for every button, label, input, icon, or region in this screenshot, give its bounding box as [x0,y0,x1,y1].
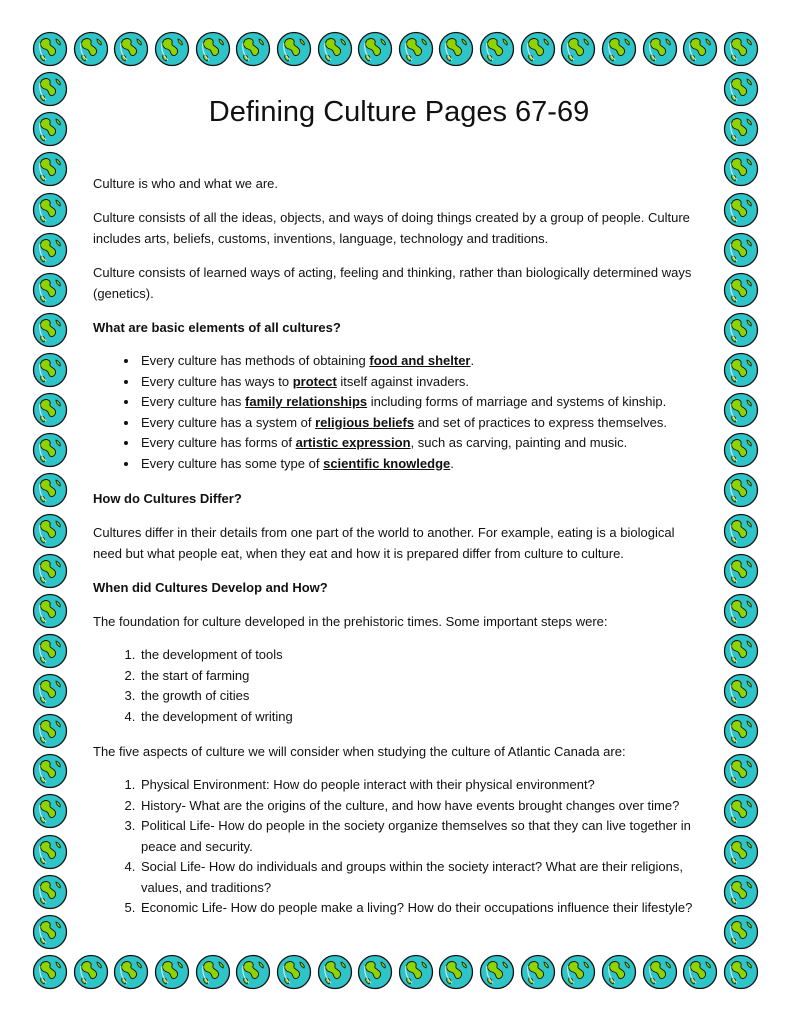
globe-icon [398,31,434,67]
globe-icon [357,31,393,67]
globe-icon [32,312,68,348]
globe-icon [723,232,759,268]
list-item: 1. the development of tools [139,645,705,666]
globe-icon [520,31,556,67]
globe-icon [235,954,271,990]
globe-icon [32,914,68,950]
globe-icon [723,593,759,629]
globe-icon [723,192,759,228]
globe-icon [113,31,149,67]
globe-icon [723,753,759,789]
globe-icon [32,633,68,669]
develop-paragraph: The foundation for culture developed in the prehistoric times. Some important steps were: [93,614,608,629]
globe-icon [642,954,678,990]
globe-icon [73,954,109,990]
globe-icon [723,553,759,589]
list-item: • Every culture has a system of religious beliefs and set of practices to express themselves. [139,413,705,434]
globe-icon [723,914,759,950]
list-item: • Every culture has some type of scientific knowledge. [139,454,705,475]
globe-icon [154,954,190,990]
list-item: 4. the development of writing [139,707,705,728]
globe-icon [32,954,68,990]
globe-icon [32,874,68,910]
intro-paragraph-1: Culture is who and what we are. [93,176,278,191]
globe-icon [32,673,68,709]
globe-icon [723,432,759,468]
globe-icon [723,312,759,348]
globe-icon [560,31,596,67]
globe-icon [723,874,759,910]
aspects-intro: The five aspects of culture we will consider when studying the culture of Atlantic Canada are: [93,744,626,759]
globe-icon [723,151,759,187]
globe-icon [32,392,68,428]
globe-icon [276,31,312,67]
globe-icon [32,432,68,468]
globe-icon [32,151,68,187]
document-body [93,96,705,933]
globe-icon [723,31,759,67]
globe-icon [682,31,718,67]
list-item: • Every culture has family relationships including forms of marriage and systems of kinship. [139,392,705,413]
list-item: • Every culture has forms of artistic expression, such as carving, painting and music. [139,433,705,454]
globe-icon [32,192,68,228]
intro-paragraph-2: Culture consists of all the ideas, objects, and ways of doing things created by a group of people. Culture includes arts, beliefs, customs, inventions, language, technology and traditions. [93,210,690,246]
globe-icon [32,111,68,147]
page-title: Defining Culture Pages 67-69 [208,96,590,128]
globe-icon [723,472,759,508]
globe-icon [723,954,759,990]
globe-icon [479,31,515,67]
list-item: 3. the growth of cities [139,686,705,707]
globe-icon [32,834,68,870]
globe-icon [32,472,68,508]
intro-paragraph-3: Culture consists of learned ways of acting, feeling and thinking, rather than biologically determined ways (genetics). [93,265,692,301]
globe-icon [723,673,759,709]
globe-icon [723,352,759,388]
globe-icon [32,753,68,789]
globe-icon [682,954,718,990]
globe-icon [438,954,474,990]
list-item: 5. Economic Life- How do people make a living? How do their occupations influence their lifestyle? [139,898,705,919]
globe-icon [276,954,312,990]
globe-icon [357,954,393,990]
globe-icon [235,31,271,67]
list-item: 4. Social Life- How do individuals and groups within the society interact? What are their religions, values, and traditions? [139,857,705,898]
globe-icon [32,513,68,549]
globe-icon [601,954,637,990]
globe-icon [154,31,190,67]
list-item: • Every culture has methods of obtaining food and shelter. [139,351,705,372]
globe-icon [32,272,68,308]
globe-icon [723,513,759,549]
globe-icon [195,954,231,990]
globe-icon [723,392,759,428]
globe-icon [113,954,149,990]
globe-icon [32,553,68,589]
globe-icon [479,954,515,990]
globe-icon [32,352,68,388]
globe-icon [723,793,759,829]
globe-icon [73,31,109,67]
list-item: • Every culture has ways to protect itself against invaders. [139,372,705,393]
globe-icon [520,954,556,990]
globe-icon [723,713,759,749]
list-item: 3. Political Life- How do people in the society organize themselves so that they can live together in peace and security. [139,816,705,857]
elements-heading: What are basic elements of all cultures? [93,320,341,335]
globe-icon [32,71,68,107]
globe-icon [398,954,434,990]
steps-list [93,645,705,727]
differ-heading: How do Cultures Differ? [93,491,242,506]
globe-icon [317,954,353,990]
globe-icon [32,31,68,67]
globe-icon [32,232,68,268]
globe-icon [32,713,68,749]
globe-icon [723,111,759,147]
list-item: 1. Physical Environment: How do people interact with their physical environment? [139,775,705,796]
globe-icon [642,31,678,67]
globe-icon [317,31,353,67]
globe-icon [195,31,231,67]
develop-heading: When did Cultures Develop and How? [93,580,328,595]
globe-icon [723,71,759,107]
globe-icon [723,272,759,308]
list-item: 2. History- What are the origins of the culture, and how have events brought changes over time? [139,796,705,817]
aspects-list [93,775,705,919]
globe-icon [32,793,68,829]
globe-icon [438,31,474,67]
elements-list [93,351,705,474]
differ-paragraph: Cultures differ in their details from one part of the world to another. For example, eating is a biological need but what people eat, when they eat and how it is prepared differ from culture to culture. [93,525,675,561]
globe-icon [601,31,637,67]
globe-icon [723,834,759,870]
globe-icon [723,633,759,669]
globe-icon [32,593,68,629]
list-item: 2. the start of farming [139,666,705,687]
globe-icon [560,954,596,990]
